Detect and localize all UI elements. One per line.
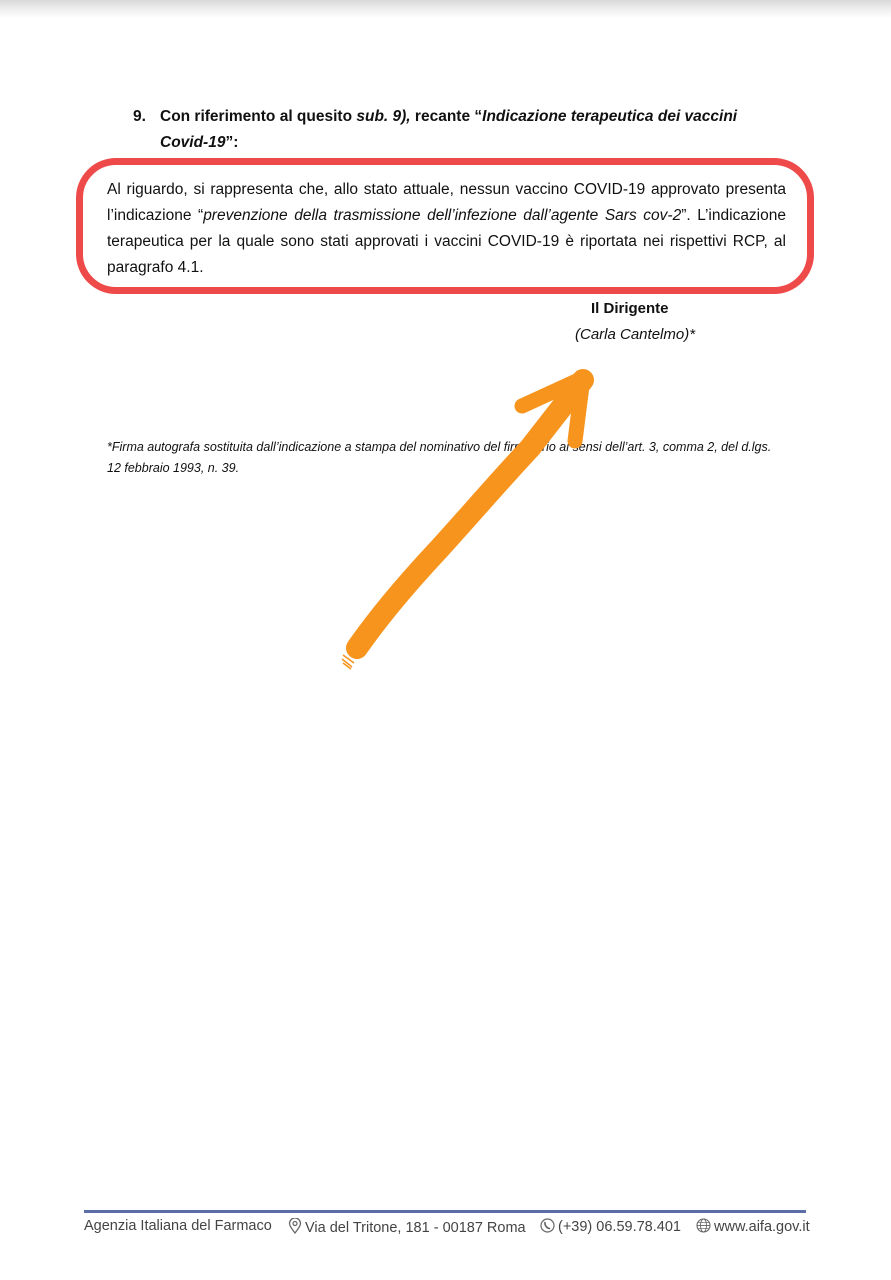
footer-agency: Agenzia Italiana del Farmaco	[84, 1218, 272, 1234]
page-footer	[84, 1218, 810, 1240]
footer-rule	[84, 1210, 806, 1213]
signature-footnote: *Firma autografa sostituita dall’indicazione a stampa del nominativo del firmatario ai sensi dell’art. 3, comma 2, del d.lgs. 12 febbraio 1993, n. 39.	[107, 440, 772, 475]
footer-phone-text: (+39) 06.59.78.401	[558, 1219, 681, 1235]
footer-address	[288, 1218, 526, 1236]
signer-name: (Carla Cantelmo)*	[575, 326, 696, 343]
answer-quoted-indication: prevenzione della trasmissione dell’infezione dall’agente Sars cov-2	[203, 207, 682, 224]
question-sub-ref: sub. 9),	[356, 108, 411, 125]
footer-address-text: Via del Tritone, 181 - 00187 Roma	[305, 1220, 526, 1236]
arrow-shaft	[357, 380, 583, 648]
question-text-part: recante “	[410, 108, 483, 125]
answer-text-part: ”. L’indicazione terapeutica per la quale sono stati approvati i vaccini COVID-19 è riportata nei rispettivi RCP, al paragrafo 4.1.	[107, 207, 786, 276]
question-text-part: ”:	[225, 134, 239, 151]
phone-icon	[540, 1218, 555, 1233]
signer-title: Il Dirigente	[591, 300, 669, 317]
question-topic: Indicazione terapeutica dei vaccini Covid-19	[160, 108, 738, 151]
question-text-part: Con riferimento al quesito	[160, 108, 357, 125]
globe-icon	[696, 1218, 711, 1233]
footer-website	[696, 1218, 810, 1235]
answer-text-part: Al riguardo, si rappresenta che, allo stato attuale, nessun vaccino COVID-19 approvato presenta l’indicazione “	[107, 181, 786, 224]
question-number: 9.	[133, 108, 146, 125]
location-pin-icon	[288, 1218, 302, 1234]
footer-phone	[540, 1218, 681, 1235]
footer-website-text: www.aifa.gov.it	[714, 1219, 810, 1235]
